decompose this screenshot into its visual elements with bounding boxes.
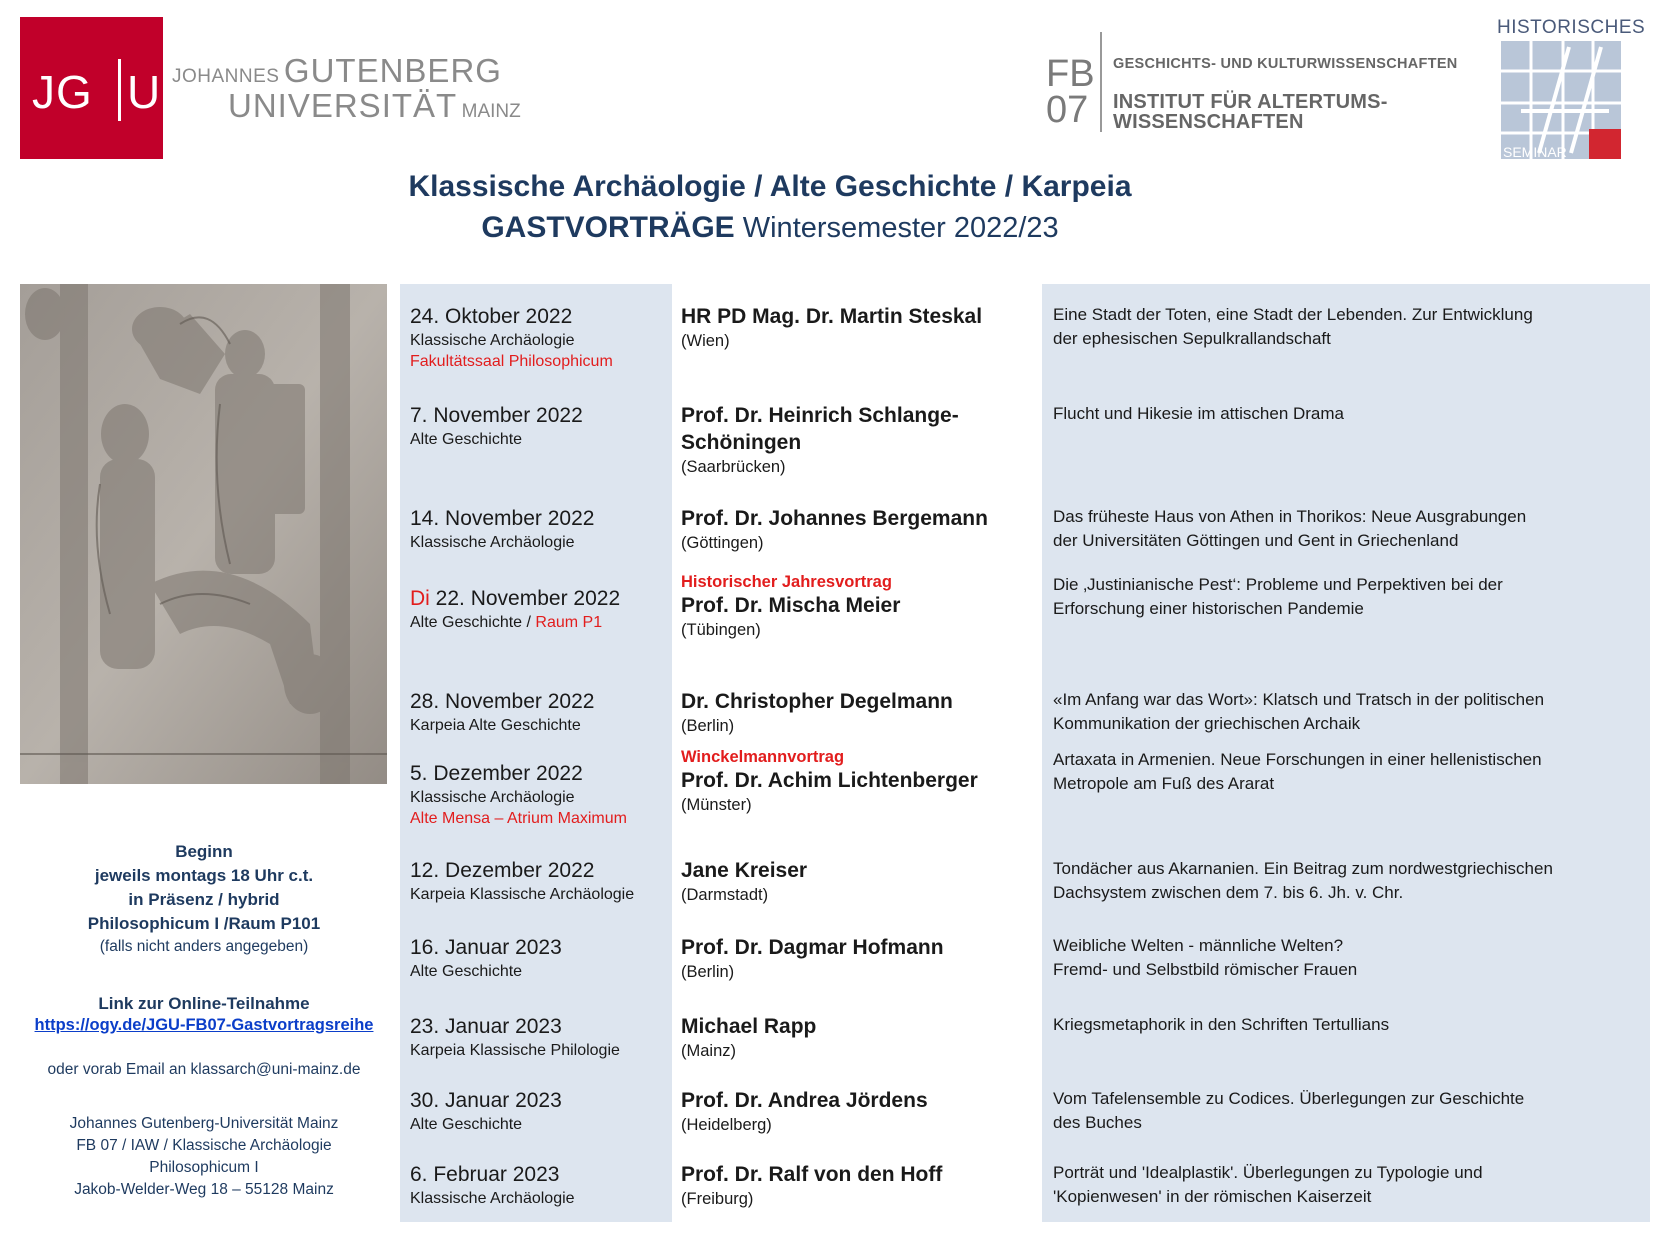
event-speaker-place: (Freiburg) [681, 1190, 754, 1208]
event-topic-cell [1053, 857, 1643, 905]
event-date-cell [410, 762, 670, 828]
fb07-faculty-name: GESCHICHTS- UND KULTURWISSENSCHAFTEN [1113, 56, 1458, 72]
event-speaker-cell [681, 573, 1036, 640]
event-department-name: Klassische Archäologie [410, 789, 575, 806]
event-department-name: Karpeia Alte Geschichte [410, 717, 581, 734]
event-date-cell [410, 1015, 670, 1060]
event-speaker-place: (Wien) [681, 332, 730, 350]
event-speaker-place: (Saarbrücken) [681, 458, 786, 476]
event-department [410, 1042, 670, 1060]
online-link-label: Link zur Online-Teilnahme [98, 994, 310, 1013]
fb07-mark-fb: FB [1046, 53, 1095, 95]
event-topic-cell [1053, 688, 1643, 736]
event-department [410, 1190, 670, 1208]
event-date-cell [410, 1163, 670, 1208]
jgu-wordmark [172, 54, 521, 122]
event-speaker-place: (Heidelberg) [681, 1116, 772, 1134]
event-speaker: Michael Rapp [681, 1015, 817, 1038]
seminar-logo-caption: SEMINAR [1503, 144, 1567, 159]
event-venue: Fakultätssaal Philosophicum [410, 353, 613, 370]
event-speaker-cell [681, 505, 1036, 553]
event-department [410, 534, 670, 552]
jgu-logo-divider [118, 59, 121, 121]
jgu-logo [20, 17, 163, 159]
event-speaker: Prof. Dr. Andrea Jördens [681, 1089, 928, 1112]
event-speaker-place: (Berlin) [681, 717, 735, 735]
event-topic-cont: des Buches [1053, 1113, 1142, 1132]
event-topic-cell [1053, 303, 1643, 351]
event-topic-cell [1053, 1013, 1643, 1037]
online-info [20, 992, 388, 1035]
event-topic-cont: Dachsystem zwischen dem 7. bis 6. Jh. v. Chr. [1053, 883, 1404, 902]
event-speaker-cont: Schöningen [681, 431, 802, 454]
event-date-cell [410, 507, 670, 552]
event-department-name: Karpeia Klassische Philologie [410, 1042, 620, 1059]
event-date-text: 12. Dezember 2022 [410, 859, 595, 882]
jgu-name-johannes: JOHANNES [172, 66, 280, 87]
event-date-cell [410, 1089, 670, 1134]
event-topic-cont: Fremd- und Selbstbild römischer Frauen [1053, 960, 1358, 979]
fb07-divider [1100, 32, 1102, 132]
event-lecture-type: Winckelmannvortrag [681, 748, 845, 766]
address-line-4: Jakob-Welder-Weg 18 – 55128 Mainz [74, 1181, 334, 1198]
event-topic-cont: der ephesischen Sepulkrallandschaft [1053, 329, 1331, 348]
event-topic: Flucht und Hikesie im attischen Drama [1053, 404, 1345, 423]
info-beginn-mode: in Präsenz / hybrid [128, 890, 280, 909]
event-speaker-cell [681, 402, 1036, 477]
jgu-name-universitaet: UNIVERSITÄT [228, 87, 458, 124]
event-topic: Artaxata in Armenien. Neue Forschungen in einer hellenistischen [1053, 750, 1542, 769]
email-info [20, 1059, 388, 1081]
start-info [20, 840, 388, 958]
event-date-cell [410, 936, 670, 981]
event-topic-cont: Erforschung einer historischen Pandemie [1053, 599, 1364, 618]
event-speaker-cell [681, 1013, 1036, 1061]
event-topic-cell [1053, 1161, 1643, 1209]
event-date-cell [410, 690, 670, 735]
event-speaker-cell [681, 748, 1036, 815]
jgu-logo-mark-right: U [127, 66, 161, 118]
event-date [410, 305, 670, 329]
event-date-cell [410, 404, 670, 449]
seminar-logo [1501, 41, 1621, 159]
seminar-logo-title: HISTORISCHES [1497, 17, 1646, 38]
subtitle-gastvortraege: GASTVORTRÄGE [481, 211, 735, 244]
event-date [410, 690, 670, 714]
event-department-name: Alte Geschichte [410, 963, 523, 980]
info-beginn: Beginn [175, 842, 233, 861]
event-topic: Das früheste Haus von Athen in Thorikos: Neue Ausgrabungen [1053, 507, 1527, 526]
fb07-institute-name [1113, 92, 1388, 132]
jgu-logo-mark-left: JG [32, 66, 93, 118]
event-department [410, 963, 670, 981]
event-department-name: Alte Geschichte [410, 1116, 523, 1133]
info-beginn-note: (falls nicht anders angegeben) [99, 938, 309, 955]
event-topic: Porträt und 'Idealplastik'. Überlegungen zu Typologie und [1053, 1163, 1483, 1182]
event-date [410, 1015, 670, 1039]
event-speaker-cell [681, 303, 1036, 351]
fb07-institute-line1: INSTITUT FÜR ALTERTUMS- [1113, 91, 1388, 113]
info-beginn-time: jeweils montags 18 Uhr c.t. [94, 866, 314, 885]
event-department-name: Klassische Archäologie [410, 534, 575, 551]
event-date-text: 5. Dezember 2022 [410, 762, 583, 785]
page-subtitle [0, 211, 1540, 245]
event-date-text: 23. Januar 2023 [410, 1015, 562, 1038]
event-date [410, 587, 670, 611]
event-speaker-place: (Berlin) [681, 963, 735, 981]
event-venue: Alte Mensa – Atrium Maximum [410, 810, 627, 827]
event-topic: «Im Anfang war das Wort»: Klatsch und Tratsch in der politischen [1053, 690, 1545, 709]
event-topic-cell [1053, 505, 1643, 553]
event-topic-cont: 'Kopienwesen' in der römischen Kaiserzeit [1053, 1187, 1372, 1206]
event-speaker: Prof. Dr. Heinrich Schlange- [681, 404, 959, 427]
event-department [410, 886, 670, 904]
event-topic-cont: Metropole am Fuß des Ararat [1053, 774, 1275, 793]
event-speaker-cell [681, 1087, 1036, 1135]
event-topic-cell [1053, 573, 1643, 621]
event-speaker-place: (Mainz) [681, 1042, 737, 1060]
event-department-name: Klassische Archäologie [410, 332, 575, 349]
event-speaker-cell [681, 934, 1036, 982]
jgu-name-mainz: MAINZ [461, 101, 521, 122]
fb07-institute-line2: WISSENSCHAFTEN [1113, 111, 1304, 133]
event-topic: Weibliche Welten - männliche Welten? [1053, 936, 1344, 955]
event-department [410, 614, 670, 632]
event-speaker-cell [681, 857, 1036, 905]
event-date-text: 24. Oktober 2022 [410, 305, 573, 328]
event-date-cell [410, 859, 670, 904]
event-topic-cell [1053, 934, 1643, 982]
event-date-text: 6. Februar 2023 [410, 1163, 560, 1186]
event-speaker: Prof. Dr. Johannes Bergemann [681, 507, 988, 530]
roman-relief-image [20, 284, 387, 784]
event-department-name: Alte Geschichte [410, 431, 523, 448]
event-topic: Vom Tafelensemble zu Codices. Überlegungen zur Geschichte [1053, 1089, 1525, 1108]
address-line-3: Philosophicum I [149, 1159, 259, 1176]
event-speaker: HR PD Mag. Dr. Martin Steskal [681, 305, 983, 328]
event-speaker-place: (Münster) [681, 796, 752, 814]
page-title: Klassische Archäologie / Alte Geschichte / Karpeia [408, 170, 1132, 203]
online-link[interactable]: https://ogy.de/JGU-FB07-Gastvortragsreihe [34, 1016, 374, 1034]
event-department [410, 1116, 670, 1134]
event-topic-cell [1053, 1087, 1643, 1135]
event-department-name: Klassische Archäologie [410, 1190, 575, 1207]
event-department [410, 717, 670, 735]
event-date-text: 16. Januar 2023 [410, 936, 562, 959]
event-topic: Kriegsmetaphorik in den Schriften Tertullians [1053, 1015, 1390, 1034]
event-topic: Eine Stadt der Toten, eine Stadt der Lebenden. Zur Entwicklung [1053, 305, 1533, 324]
fb07-mark-07: 07 [1046, 89, 1089, 131]
event-date-cell [410, 587, 670, 632]
event-date [410, 936, 670, 960]
event-date [410, 1089, 670, 1113]
event-topic-cont: der Universitäten Göttingen und Gent in Griechenland [1053, 531, 1459, 550]
event-department [410, 789, 670, 807]
jgu-name-gutenberg: GUTENBERG [283, 52, 502, 89]
event-topic: Tondächer aus Akarnanien. Ein Beitrag zum nordwestgriechischen [1053, 859, 1553, 878]
event-speaker: Jane Kreiser [681, 859, 808, 882]
event-topic-cell [1053, 402, 1643, 426]
event-date-cell [410, 305, 670, 371]
event-date-text: 7. November 2022 [410, 404, 583, 427]
event-speaker: Prof. Dr. Dagmar Hofmann [681, 936, 944, 959]
event-department [410, 431, 670, 449]
event-speaker: Dr. Christopher Degelmann [681, 690, 953, 713]
event-date-text: 30. Januar 2023 [410, 1089, 562, 1112]
address-line-1: Johannes Gutenberg-Universität Mainz [69, 1115, 339, 1132]
event-date-text: 28. November 2022 [410, 690, 595, 713]
event-department-name: Alte Geschichte / [410, 614, 536, 631]
event-date [410, 507, 670, 531]
event-speaker-cell [681, 1161, 1036, 1209]
email-line: oder vorab Email an klassarch@uni-mainz.de [47, 1061, 361, 1078]
event-date [410, 762, 670, 786]
info-beginn-room: Philosophicum I /Raum P101 [87, 914, 321, 933]
event-date [410, 859, 670, 883]
fb07-mark [1046, 53, 1095, 131]
address-line-2: FB 07 / IAW / Klassische Archäologie [76, 1137, 332, 1154]
event-speaker-cell [681, 688, 1036, 736]
event-speaker: Prof. Dr. Achim Lichtenberger [681, 769, 978, 792]
subtitle-semester: Wintersemester 2022/23 [734, 212, 1059, 244]
address-block [20, 1113, 388, 1201]
event-speaker-place: (Göttingen) [681, 534, 764, 552]
event-speaker-place: (Darmstadt) [681, 886, 769, 904]
event-date [410, 404, 670, 428]
event-topic-cont: Kommunikation der griechischen Archaik [1053, 714, 1361, 733]
event-department [410, 332, 670, 350]
event-speaker: Prof. Dr. Mischa Meier [681, 594, 901, 617]
event-date-text: 14. November 2022 [410, 507, 595, 530]
event-room: Raum P1 [535, 614, 603, 631]
event-topic: Die ‚Justinianische Pest‘: Probleme und Perpektiven bei der [1053, 575, 1503, 594]
event-date-text: 22. November 2022 [429, 587, 621, 610]
event-weekday: Di [410, 587, 430, 610]
event-speaker-place: (Tübingen) [681, 621, 761, 639]
event-department-name: Karpeia Klassische Archäologie [410, 886, 635, 903]
event-lecture-type: Historischer Jahresvortrag [681, 573, 892, 591]
event-date [410, 1163, 670, 1187]
event-speaker: Prof. Dr. Ralf von den Hoff [681, 1163, 943, 1186]
event-topic-cell [1053, 748, 1643, 796]
